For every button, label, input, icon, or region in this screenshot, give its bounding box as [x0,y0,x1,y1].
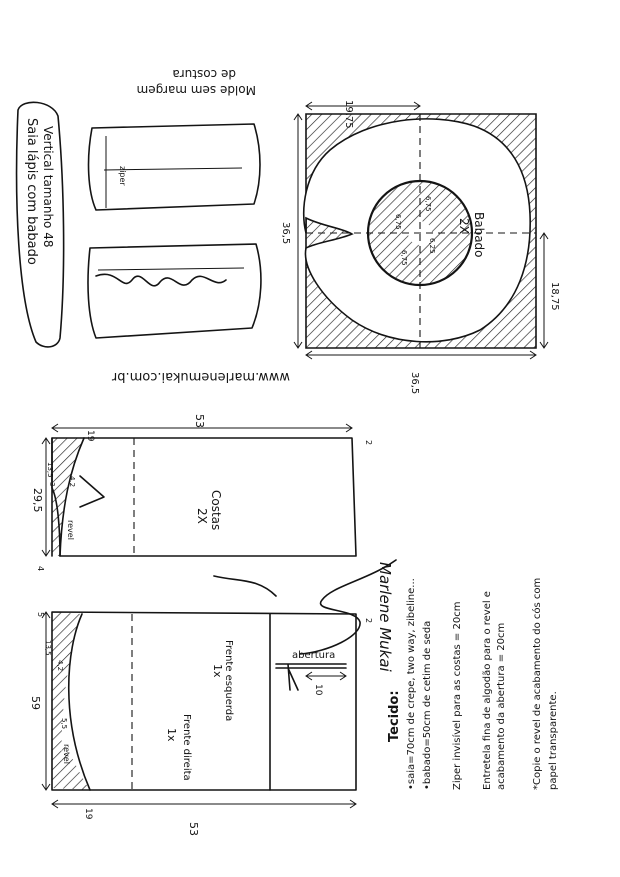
front-pattern-piece [42,612,356,808]
back-dart-depth: 3 [48,482,56,487]
front-slit-length: 10 [313,684,323,696]
back-width: 29,5 [31,488,44,513]
ruffle-inner-dim-4: 6,75 [400,250,408,266]
notes-line-3: Ziper invisível para as costas = 20cm [452,601,463,790]
front-revel: revel [62,744,71,764]
notes-line-1: •saia=70cm de crepe, two way, zibeline... [406,578,417,790]
ruffle-bottom-segment: 18,75 [549,282,560,311]
back-dart-top: 13,5 [46,462,54,478]
back-hem: 2 [364,440,373,446]
notes-heading: Tecido: [387,690,402,742]
title-frame [17,102,64,347]
back-pattern-piece [42,424,356,556]
notes-line-7: papel transparente. [548,691,559,790]
ruffle-top-segment: 19,75 [343,100,354,129]
front-length: 53 [187,822,200,836]
front-left-count: 1x [211,664,224,678]
ruffle-count: 2X [457,218,471,234]
front-left-label: Frente esquerda [223,640,234,722]
front-hem: 2 [364,618,373,624]
front-slit-label: abertura [292,650,336,661]
back-top-margin: 4 [36,566,45,572]
front-width: 59 [29,696,42,710]
website: www.marlenemukai.com.br [111,369,290,384]
ruffle-square-side-top: 36,5 [280,222,291,245]
front-hip-offset: 19 [83,808,93,820]
signature-text: Marlene Mukai [376,562,394,672]
back-count: 2X [195,508,209,524]
back-revel: revel [66,520,75,540]
ruffle-inner-dim-1: 6,75 [394,214,402,230]
notes-line-2: •babado=50cm de cetim de seda [422,620,433,790]
notes-line-4: Entretela fina de algodão para o revel e [482,591,493,790]
front-right-label: Frente direita [181,714,192,781]
front-dart-top: 13,5 [44,640,52,656]
notes-line-6: *Copie o revel de acabamento do cós com [532,577,543,790]
title-line-1: Saia lápis com babado [24,118,39,265]
back-dart-width: 4,2 [68,476,76,488]
zipper-label: ziper [118,166,127,186]
signature [214,560,396,654]
back-label: Costas [209,490,223,531]
front-dart-width: 4,2 [56,660,64,672]
ruffle-label: Babado [472,212,486,258]
front-right-count: 1x [165,728,178,742]
skirt-sketch-front [88,244,261,338]
back-length: 53 [193,414,206,428]
ruffle-square-side-left: 36,5 [409,372,420,395]
ruffle-pattern [294,102,548,359]
skirt-sketch-back [89,124,260,210]
notes-line-5: acabamento da abertura = 20cm [496,622,507,790]
front-top-margin: 5 [36,612,45,618]
ruffle-inner-dim-2: 6,75 [424,196,432,212]
mold-note-line-2: de costura [172,67,236,81]
title-line-2: Vertical tamanho 48 [41,126,55,248]
mold-note-line-1: Molde sem margem [136,83,256,97]
front-side-offset: 5,5 [60,718,68,730]
back-hip-offset: 19 [85,430,95,442]
ruffle-inner-dim-3: 6,25 [428,238,436,254]
